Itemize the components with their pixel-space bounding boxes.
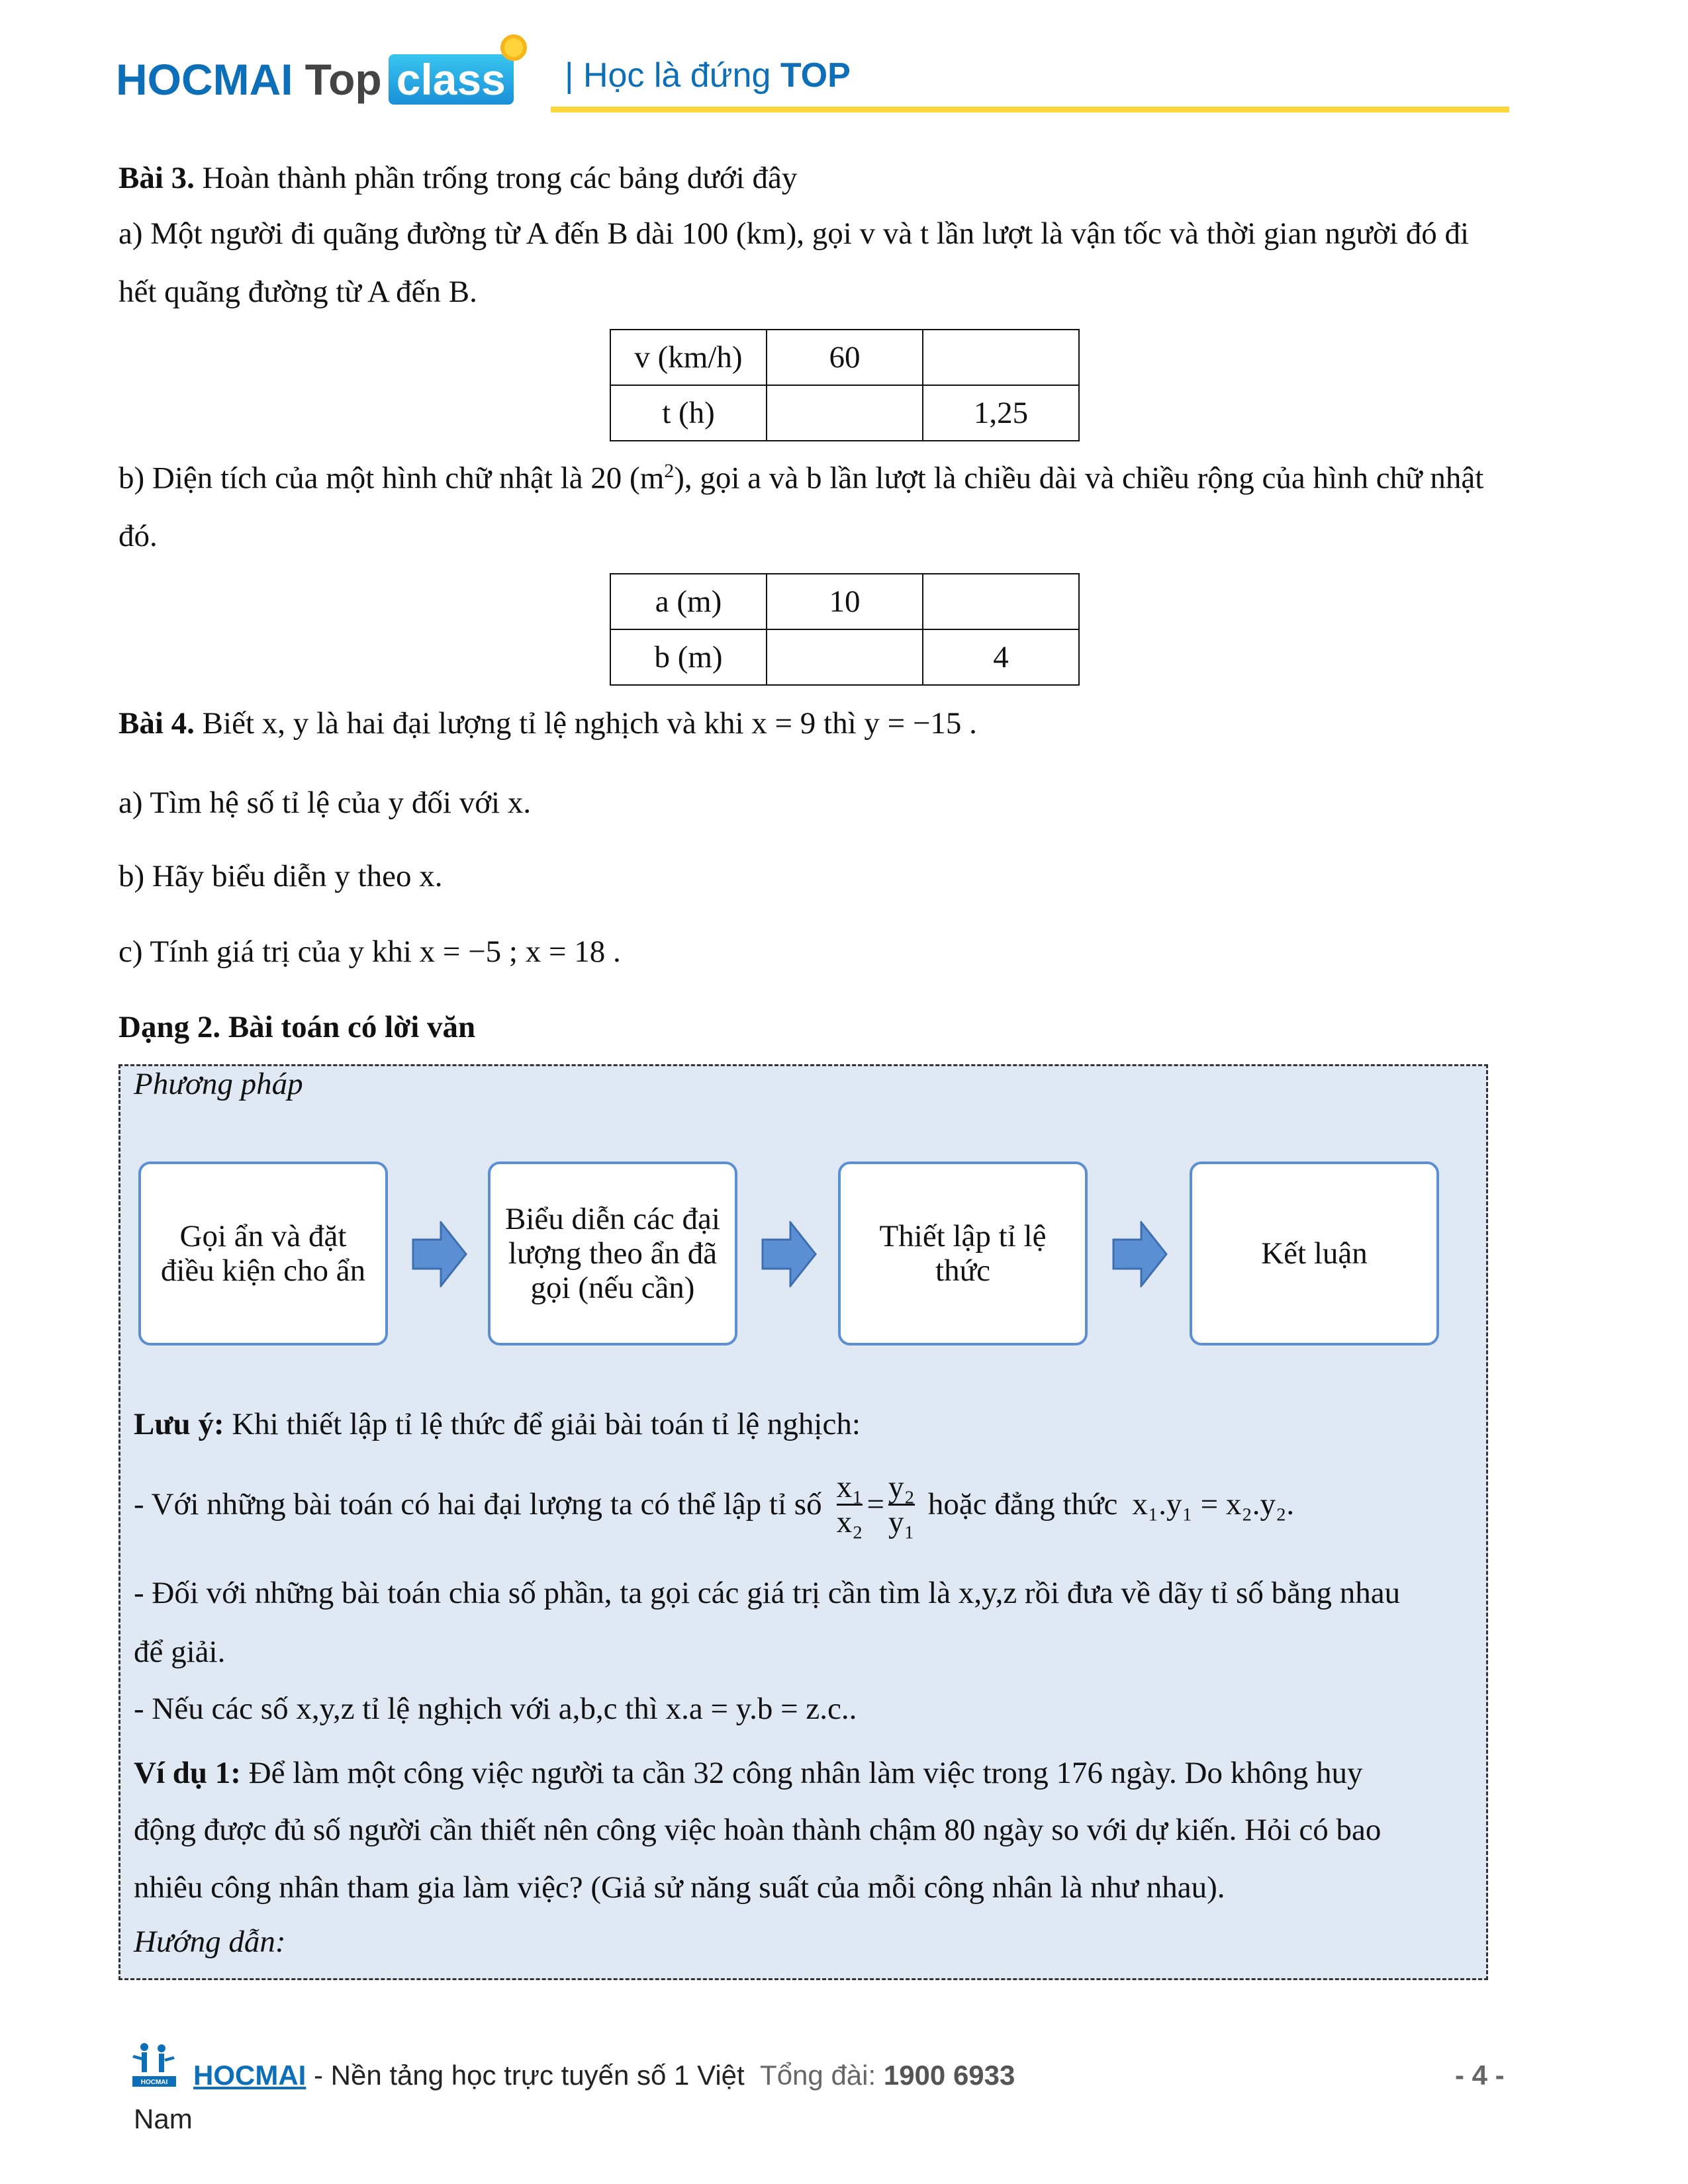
b-text-pre: b) Diện tích của một hình chữ nhật là 20 (m	[118, 461, 665, 496]
table-cell: 4	[923, 629, 1079, 685]
note-line2b: để giải.	[134, 1635, 226, 1669]
hotline-number: 1900 6933	[883, 2060, 1015, 2091]
bai3-text: Hoàn thành phần trống trong các bảng dưới đây	[202, 161, 798, 195]
step-conclusion: Kết luận	[1190, 1161, 1439, 1345]
bai3-heading	[118, 160, 1570, 196]
note-heading	[134, 1406, 1474, 1442]
bai3-title: Bài 3.	[118, 161, 195, 195]
dang2-title: Dạng 2. Bài toán có lời văn	[118, 1010, 476, 1044]
table-cell	[767, 385, 923, 441]
footer-text-cont: Nam	[134, 2103, 193, 2134]
footer-line	[193, 2060, 1015, 2091]
table-cell: t (h)	[610, 385, 767, 441]
star-badge-icon	[500, 34, 527, 61]
arrow-right-icon	[1112, 1221, 1168, 1287]
equals-sign: =	[867, 1487, 884, 1522]
table-cell	[767, 629, 923, 685]
table-cell: a (m)	[610, 574, 767, 629]
icon-text: HOCMAI	[140, 2079, 168, 2086]
table-velocity-time	[610, 329, 1080, 441]
table-length-width	[610, 573, 1080, 686]
arrow-right-icon	[412, 1221, 467, 1287]
fraction-y2-y1	[888, 1471, 915, 1539]
bai4-c: c) Tính giá trị của y khi x = −5 ; x = 18 .	[118, 934, 621, 969]
hotline-label: Tổng đài:	[760, 2060, 876, 2091]
note-l1-pre: - Với những bài toán có hai đại lượng ta có thể lập tỉ số	[134, 1487, 822, 1522]
table-row	[610, 330, 1079, 385]
logo-top: Top	[305, 55, 382, 104]
page-number: - 4 -	[1455, 2060, 1505, 2091]
note-text: Khi thiết lập tỉ lệ thức để giải bài toán tỉ lệ nghịch:	[232, 1407, 861, 1441]
arrow-right-icon	[761, 1221, 817, 1287]
note-line1	[134, 1468, 1474, 1541]
logo-hocmai: HOCMAI	[116, 55, 293, 104]
table-cell: 10	[767, 574, 923, 629]
note-l1-mid: hoặc đẳng thức	[927, 1487, 1118, 1522]
table-cell: 60	[767, 330, 923, 385]
hocmai-people-icon	[131, 2042, 177, 2088]
method-label: Phương pháp	[134, 1067, 303, 1101]
example-line3: nhiêu công nhân tham gia làm việc? (Giả sử năng suất của mỗi công nhân là như nhau).	[134, 1870, 1225, 1905]
table-row	[610, 385, 1079, 441]
frac-den: x₂	[836, 1504, 863, 1539]
frac-num: x₁	[836, 1469, 863, 1504]
guide-label: Hướng dẫn:	[134, 1925, 286, 1959]
table-cell: 1,25	[923, 385, 1079, 441]
bai3-b-line1	[118, 460, 1570, 496]
b-text-post: ), gọi a và b lần lượt là chiều dài và chiều rộng của hình chữ nhật	[674, 461, 1484, 496]
bai4-text: Biết x, y là hai đại lượng tỉ lệ nghịch và khi x = 9 thì y = −15 .	[202, 706, 977, 741]
header-divider	[551, 107, 1509, 113]
step-set-proportion: Thiết lập tỉ lệ thức	[838, 1161, 1088, 1345]
frac-num: y₂	[888, 1469, 915, 1504]
example-l1: Để làm một công việc người ta cần 32 công nhân làm việc trong 176 ngày. Do không huy	[248, 1756, 1363, 1790]
table-cell: b (m)	[610, 629, 767, 685]
bai4-title: Bài 4.	[118, 706, 195, 741]
footer-brand-link[interactable]: HOCMAI	[193, 2060, 306, 2091]
tagline	[565, 56, 851, 95]
logo-class-text: class	[396, 55, 506, 104]
fraction-x1-x2	[837, 1471, 863, 1539]
table-cell: v (km/h)	[610, 330, 767, 385]
footer-text: - Nền tảng học trực tuyến số 1 Việt	[306, 2060, 745, 2091]
bai4-heading	[118, 705, 1570, 741]
note-title: Lưu ý:	[134, 1407, 224, 1441]
note-l1-formula: x₁.y₁ = x₂.y₂.	[1132, 1487, 1295, 1522]
example-line2: động được đủ số người cần thiết nên công việc hoàn thành chậm 80 ngày so với dự kiến. Hỏi có bao	[134, 1813, 1382, 1847]
note-line3: - Nếu các số x,y,z tỉ lệ nghịch với a,b,c thì x.a = y.b = z.c..	[134, 1692, 857, 1726]
bai4-a: a) Tìm hệ số tỉ lệ của y đối với x.	[118, 786, 532, 820]
table-row	[610, 574, 1079, 629]
logo-class	[389, 54, 514, 105]
table-row	[610, 629, 1079, 685]
example-line1	[134, 1755, 1474, 1791]
tagline-prefix: | Học là đứng	[565, 56, 771, 95]
note-line2a: - Đối với những bài toán chia số phần, ta gọi các giá trị cần tìm là x,y,z rồi đưa về dãy tỉ số bằng nhau	[134, 1576, 1401, 1610]
table-cell	[923, 330, 1079, 385]
b-sup: 2	[664, 460, 675, 482]
bai3-a-line2: hết quãng đường từ A đến B.	[118, 275, 477, 309]
bai3-b-line2: đó.	[118, 519, 158, 553]
table-cell	[923, 574, 1079, 629]
bai4-b: b) Hãy biểu diễn y theo x.	[118, 859, 443, 893]
frac-den: y₁	[888, 1504, 915, 1539]
step-define-unknown: Gọi ẩn và đặt điều kiện cho ẩn	[138, 1161, 388, 1345]
tagline-highlight: TOP	[780, 56, 851, 95]
step-express-quantities: Biểu diễn các đại lượng theo ẩn đã gọi (nếu cần)	[488, 1161, 737, 1345]
hocmai-topclass-logo	[116, 46, 514, 113]
example-title: Ví dụ 1:	[134, 1756, 241, 1790]
bai3-a-line1: a) Một người đi quãng đường từ A đến B dài 100 (km), gọi v và t lần lượt là vận tốc và thời gian người đó đi	[118, 216, 1470, 251]
